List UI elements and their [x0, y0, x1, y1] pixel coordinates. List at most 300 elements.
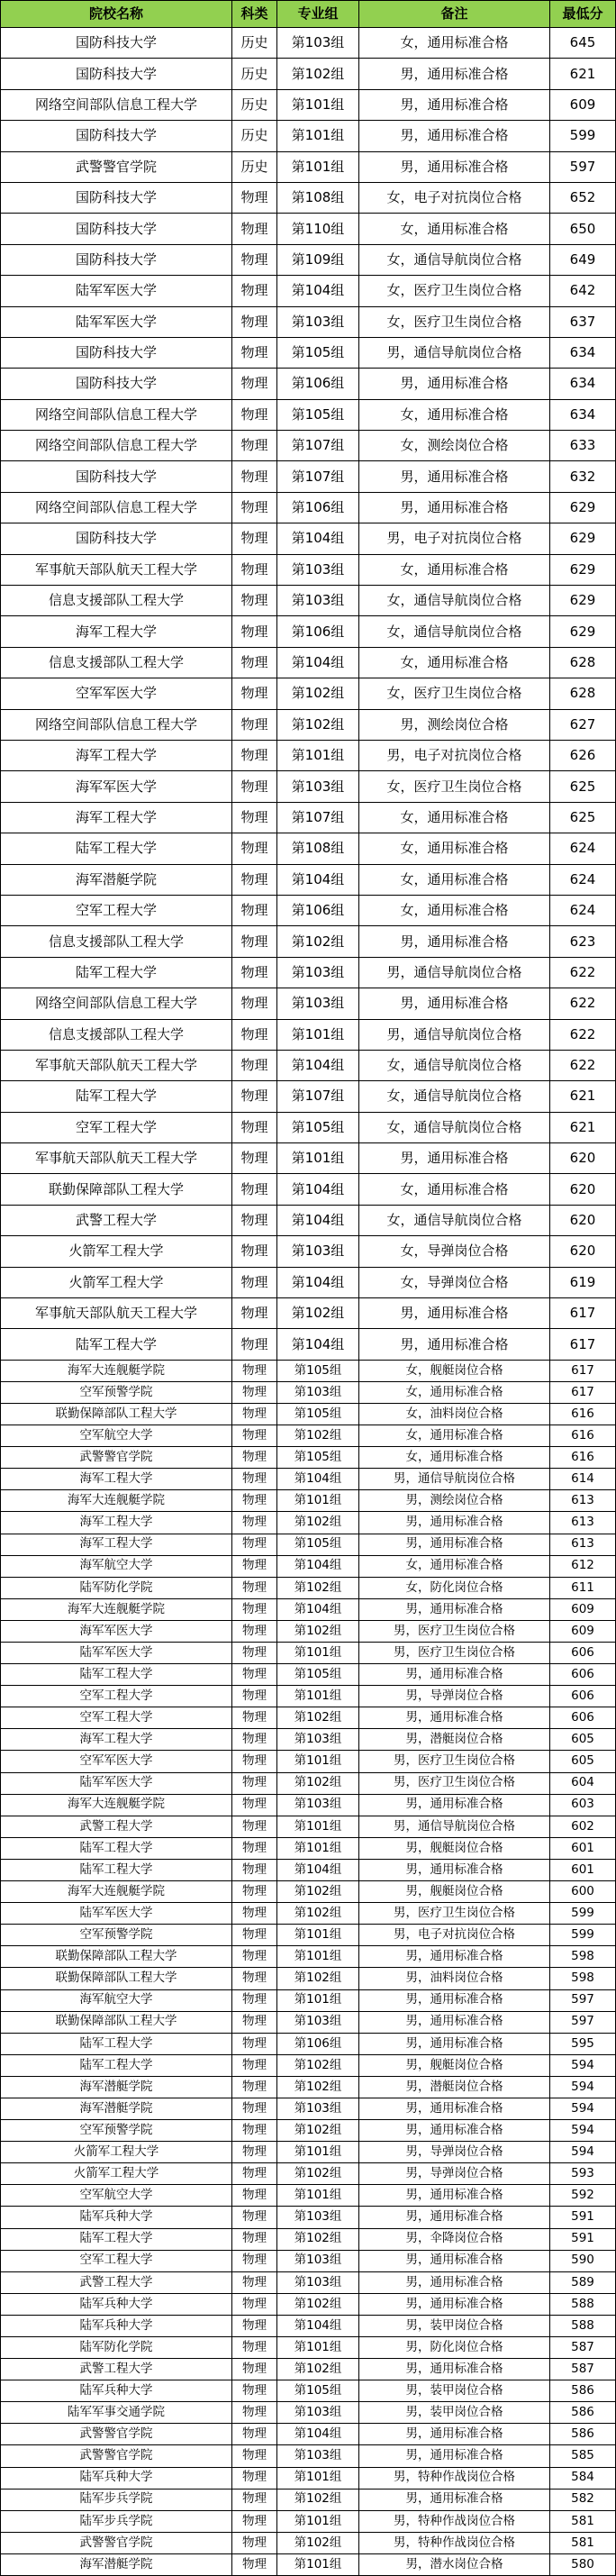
- cell-school-name: 陆军工程大学: [1, 1329, 232, 1360]
- cell-remarks: 男，特种作战岗位合格: [359, 2467, 550, 2489]
- table-row: [1, 709, 616, 740]
- cell-major-group: 第101组: [277, 1837, 359, 1859]
- table-row: [1, 1469, 616, 1490]
- cell-school-name: 国防科技大学: [1, 523, 232, 554]
- cell-school-name: 网络空间部队信息工程大学: [1, 492, 232, 523]
- cell-major-group: 第101组: [277, 89, 359, 120]
- cell-subject: 物理: [232, 2467, 277, 2489]
- table-row: [1, 2489, 616, 2510]
- cell-school-name: 空军预警学院: [1, 2120, 232, 2142]
- cell-subject: 物理: [232, 2315, 277, 2336]
- cell-min-score: 616: [550, 1447, 616, 1469]
- cell-major-group: 第103组: [277, 1236, 359, 1267]
- cell-major-group: 第105组: [277, 1664, 359, 1686]
- cell-min-score: 652: [550, 182, 616, 213]
- cell-school-name: 海军大连舰艇学院: [1, 1360, 232, 1381]
- cell-remarks: 男，通用标准合格: [359, 1143, 550, 1174]
- table-row: [1, 2337, 616, 2359]
- cell-subject: 物理: [232, 1794, 277, 1816]
- cell-subject: 历史: [232, 59, 277, 89]
- cell-remarks: 男，通用标准合格: [359, 121, 550, 151]
- cell-min-score: 590: [550, 2250, 616, 2271]
- table-row: [1, 1816, 616, 1837]
- cell-remarks: 男，医疗卫生岗位合格: [359, 1643, 550, 1664]
- cell-remarks: 女，防化岗位合格: [359, 1577, 550, 1598]
- cell-subject: 物理: [232, 926, 277, 957]
- cell-min-score: 581: [550, 2510, 616, 2532]
- cell-remarks: 女，通信导航岗位合格: [359, 1112, 550, 1142]
- table-body: [1, 28, 616, 2576]
- cell-subject: 物理: [232, 2250, 277, 2271]
- cell-school-name: 空军预警学院: [1, 1381, 232, 1403]
- cell-min-score: 588: [550, 2293, 616, 2315]
- cell-school-name: 陆军防化学院: [1, 1577, 232, 1598]
- cell-min-score: 581: [550, 2532, 616, 2553]
- cell-min-score: 594: [550, 2054, 616, 2076]
- cell-min-score: 617: [550, 1381, 616, 1403]
- cell-school-name: 网络空间部队信息工程大学: [1, 399, 232, 430]
- cell-remarks: 男，通用标准合格: [359, 926, 550, 957]
- cell-min-score: 629: [550, 492, 616, 523]
- cell-remarks: 女，导弹岗位合格: [359, 1236, 550, 1267]
- cell-subject: 物理: [232, 1555, 277, 1577]
- table-row: [1, 306, 616, 337]
- cell-school-name: 国防科技大学: [1, 369, 232, 399]
- cell-remarks: 男，电子对抗岗位合格: [359, 740, 550, 770]
- cell-subject: 物理: [232, 1267, 277, 1297]
- cell-remarks: 女，医疗卫生岗位合格: [359, 276, 550, 306]
- cell-subject: 物理: [232, 1469, 277, 1490]
- cell-subject: 物理: [232, 2185, 277, 2207]
- cell-remarks: 男，通信导航岗位合格: [359, 957, 550, 988]
- cell-remarks: 男，通用标准合格: [359, 2293, 550, 2315]
- cell-subject: 物理: [232, 2076, 277, 2098]
- cell-school-name: 海军工程大学: [1, 740, 232, 770]
- table-row: [1, 28, 616, 59]
- cell-subject: 物理: [232, 276, 277, 306]
- cell-subject: 物理: [232, 461, 277, 492]
- cell-school-name: 军事航天部队航天工程大学: [1, 1050, 232, 1080]
- cell-subject: 物理: [232, 431, 277, 461]
- cell-remarks: 男，特种作战岗位合格: [359, 2532, 550, 2553]
- cell-min-score: 606: [550, 1643, 616, 1664]
- table-row: [1, 1050, 616, 1080]
- cell-min-score: 629: [550, 523, 616, 554]
- cell-major-group: 第102组: [277, 2532, 359, 2553]
- header-remarks: 备注: [359, 1, 550, 28]
- cell-major-group: 第103组: [277, 1729, 359, 1751]
- table-row: [1, 802, 616, 833]
- cell-remarks: 男，潜艇岗位合格: [359, 1729, 550, 1751]
- table-row: [1, 2532, 616, 2553]
- cell-major-group: 第101组: [277, 1946, 359, 1968]
- cell-min-score: 627: [550, 709, 616, 740]
- cell-school-name: 军事航天部队航天工程大学: [1, 554, 232, 585]
- cell-min-score: 622: [550, 1019, 616, 1050]
- cell-major-group: 第102组: [277, 2076, 359, 2098]
- cell-school-name: 空军军医大学: [1, 678, 232, 709]
- cell-major-group: 第106组: [277, 369, 359, 399]
- cell-major-group: 第106组: [277, 492, 359, 523]
- cell-school-name: 陆军军医大学: [1, 306, 232, 337]
- table-row: [1, 1298, 616, 1329]
- cell-school-name: 火箭军工程大学: [1, 2142, 232, 2163]
- table-row: [1, 2033, 616, 2054]
- table-row: [1, 647, 616, 678]
- cell-subject: 物理: [232, 2445, 277, 2467]
- table-row: [1, 2185, 616, 2207]
- cell-major-group: 第103组: [277, 1381, 359, 1403]
- table-row: [1, 1236, 616, 1267]
- cell-major-group: 第105组: [277, 337, 359, 368]
- cell-remarks: 男，通用标准合格: [359, 2098, 550, 2119]
- cell-min-score: 586: [550, 2402, 616, 2424]
- cell-major-group: 第103组: [277, 2098, 359, 2119]
- cell-remarks: 男，通用标准合格: [359, 492, 550, 523]
- cell-school-name: 空军工程大学: [1, 1707, 232, 1729]
- cell-major-group: 第101组: [277, 740, 359, 770]
- cell-min-score: 601: [550, 1859, 616, 1880]
- cell-subject: 物理: [232, 2553, 277, 2575]
- cell-remarks: 女，舰艇岗位合格: [359, 1360, 550, 1381]
- cell-school-name: 国防科技大学: [1, 337, 232, 368]
- cell-remarks: 男，通用标准合格: [359, 1512, 550, 1534]
- cell-school-name: 陆军步兵学院: [1, 2489, 232, 2510]
- cell-school-name: 国防科技大学: [1, 121, 232, 151]
- table-row: [1, 1112, 616, 1142]
- table-row: [1, 616, 616, 647]
- cell-school-name: 国防科技大学: [1, 244, 232, 275]
- cell-subject: 物理: [232, 2424, 277, 2445]
- cell-subject: 物理: [232, 244, 277, 275]
- cell-major-group: 第104组: [277, 2424, 359, 2445]
- cell-remarks: 男，通用标准合格: [359, 1946, 550, 1968]
- cell-remarks: 女，通信导航岗位合格: [359, 616, 550, 647]
- cell-remarks: 女，通用标准合格: [359, 833, 550, 864]
- cell-major-group: 第106组: [277, 895, 359, 925]
- cell-min-score: 591: [550, 2228, 616, 2250]
- table-row: [1, 771, 616, 802]
- table-row: [1, 337, 616, 368]
- table-row: [1, 1729, 616, 1751]
- table-row: [1, 1577, 616, 1598]
- table-row: [1, 2011, 616, 2033]
- table-row: [1, 586, 616, 616]
- cell-major-group: 第101组: [277, 121, 359, 151]
- cell-subject: 物理: [232, 2163, 277, 2185]
- cell-min-score: 626: [550, 740, 616, 770]
- table-row: [1, 1925, 616, 1946]
- table-row: [1, 1534, 616, 1555]
- cell-school-name: 联勤保障部队工程大学: [1, 1946, 232, 1968]
- table-row: [1, 1968, 616, 1989]
- cell-subject: 物理: [232, 2337, 277, 2359]
- table-row: [1, 1205, 616, 1235]
- cell-school-name: 武警警官学院: [1, 1447, 232, 1469]
- cell-remarks: 男，通用标准合格: [359, 2445, 550, 2467]
- cell-min-score: 595: [550, 2033, 616, 2054]
- cell-min-score: 580: [550, 2553, 616, 2575]
- cell-school-name: 国防科技大学: [1, 59, 232, 89]
- cell-major-group: 第105组: [277, 1447, 359, 1469]
- cell-remarks: 男，通用标准合格: [359, 1794, 550, 1816]
- cell-min-score: 623: [550, 926, 616, 957]
- cell-min-score: 645: [550, 28, 616, 59]
- cell-school-name: 武警工程大学: [1, 1816, 232, 1837]
- cell-remarks: 男，通用标准合格: [359, 89, 550, 120]
- cell-major-group: 第104组: [277, 1555, 359, 1577]
- table-row: [1, 1686, 616, 1707]
- cell-school-name: 武警工程大学: [1, 1205, 232, 1235]
- cell-remarks: 女，通信导航岗位合格: [359, 586, 550, 616]
- cell-min-score: 617: [550, 1329, 616, 1360]
- cell-subject: 物理: [232, 1425, 277, 1447]
- cell-major-group: 第107组: [277, 431, 359, 461]
- table-row: [1, 864, 616, 895]
- cell-subject: 物理: [232, 1205, 277, 1235]
- table-row: [1, 523, 616, 554]
- cell-remarks: 女，通信导航岗位合格: [359, 1081, 550, 1112]
- cell-min-score: 622: [550, 957, 616, 988]
- cell-remarks: 女，通用标准合格: [359, 1381, 550, 1403]
- cell-remarks: 男，导弹岗位合格: [359, 2163, 550, 2185]
- cell-remarks: 男，电子对抗岗位合格: [359, 523, 550, 554]
- cell-major-group: 第102组: [277, 1772, 359, 1794]
- cell-major-group: 第104组: [277, 523, 359, 554]
- cell-subject: 物理: [232, 2054, 277, 2076]
- cell-min-score: 613: [550, 1534, 616, 1555]
- cell-min-score: 625: [550, 771, 616, 802]
- cell-subject: 物理: [232, 771, 277, 802]
- cell-subject: 物理: [232, 802, 277, 833]
- cell-subject: 物理: [232, 2207, 277, 2228]
- table-row: [1, 1598, 616, 1620]
- cell-remarks: 男，通信导航岗位合格: [359, 1469, 550, 1490]
- cell-school-name: 联勤保障部队工程大学: [1, 1968, 232, 1989]
- cell-min-score: 629: [550, 616, 616, 647]
- cell-subject: 历史: [232, 121, 277, 151]
- cell-subject: 历史: [232, 89, 277, 120]
- table-row: [1, 895, 616, 925]
- cell-subject: 物理: [232, 1112, 277, 1142]
- cell-school-name: 空军工程大学: [1, 1112, 232, 1142]
- cell-school-name: 联勤保障部队工程大学: [1, 1174, 232, 1205]
- cell-school-name: 海军航空大学: [1, 1989, 232, 2011]
- cell-major-group: 第103组: [277, 2011, 359, 2033]
- cell-remarks: 男，通用标准合格: [359, 2424, 550, 2445]
- table-row: [1, 1707, 616, 1729]
- cell-subject: 物理: [232, 988, 277, 1019]
- cell-subject: 物理: [232, 1859, 277, 1880]
- cell-school-name: 海军工程大学: [1, 1469, 232, 1490]
- table-row: [1, 2467, 616, 2489]
- cell-major-group: 第103组: [277, 586, 359, 616]
- cell-remarks: 女，通信导航岗位合格: [359, 1205, 550, 1235]
- cell-min-score: 621: [550, 59, 616, 89]
- cell-min-score: 594: [550, 2076, 616, 2098]
- cell-subject: 物理: [232, 1598, 277, 1620]
- cell-remarks: 男，舰艇岗位合格: [359, 1881, 550, 1903]
- cell-school-name: 陆军步兵学院: [1, 2510, 232, 2532]
- cell-remarks: 女，通用标准合格: [359, 1174, 550, 1205]
- cell-min-score: 613: [550, 1512, 616, 1534]
- cell-school-name: 网络空间部队信息工程大学: [1, 431, 232, 461]
- cell-subject: 物理: [232, 1837, 277, 1859]
- table-row: [1, 2098, 616, 2119]
- cell-remarks: 男，油料岗位合格: [359, 1968, 550, 1989]
- table-row: [1, 182, 616, 213]
- table-row: [1, 244, 616, 275]
- cell-subject: 物理: [232, 1881, 277, 1903]
- cell-subject: 物理: [232, 2271, 277, 2293]
- cell-remarks: 男，通用标准合格: [359, 2120, 550, 2142]
- cell-subject: 物理: [232, 1751, 277, 1772]
- cell-school-name: 武警警官学院: [1, 151, 232, 182]
- cell-subject: 物理: [232, 306, 277, 337]
- table-row: [1, 2553, 616, 2575]
- cell-major-group: 第102组: [277, 1425, 359, 1447]
- cell-remarks: 女，油料岗位合格: [359, 1403, 550, 1425]
- cell-remarks: 女，通信导航岗位合格: [359, 1050, 550, 1080]
- cell-remarks: 男，通信导航岗位合格: [359, 1019, 550, 1050]
- cell-subject: 物理: [232, 1329, 277, 1360]
- cell-subject: 物理: [232, 1577, 277, 1598]
- table-row: [1, 276, 616, 306]
- table-row: [1, 1794, 616, 1816]
- header-row: [1, 1, 616, 28]
- cell-subject: 物理: [232, 2098, 277, 2119]
- cell-major-group: 第105组: [277, 1360, 359, 1381]
- cell-min-score: 622: [550, 1050, 616, 1080]
- cell-school-name: 陆军工程大学: [1, 1859, 232, 1880]
- cell-min-score: 587: [550, 2337, 616, 2359]
- cell-subject: 物理: [232, 2380, 277, 2402]
- table-row: [1, 59, 616, 89]
- cell-remarks: 男，通用标准合格: [359, 1859, 550, 1880]
- cell-subject: 物理: [232, 1686, 277, 1707]
- cell-school-name: 陆军工程大学: [1, 2033, 232, 2054]
- cell-subject: 历史: [232, 151, 277, 182]
- cell-remarks: 女，通用标准合格: [359, 802, 550, 833]
- cell-major-group: 第102组: [277, 1881, 359, 1903]
- cell-school-name: 海军大连舰艇学院: [1, 1794, 232, 1816]
- cell-school-name: 武警工程大学: [1, 2271, 232, 2293]
- cell-remarks: 女，通信导航岗位合格: [359, 244, 550, 275]
- table-row: [1, 2293, 616, 2315]
- cell-school-name: 国防科技大学: [1, 214, 232, 244]
- cell-min-score: 598: [550, 1946, 616, 1968]
- cell-subject: 物理: [232, 647, 277, 678]
- cell-remarks: 男，通用标准合格: [359, 1707, 550, 1729]
- cell-major-group: 第102组: [277, 2359, 359, 2380]
- cell-subject: 物理: [232, 1707, 277, 1729]
- cell-min-score: 606: [550, 1686, 616, 1707]
- cell-school-name: 火箭军工程大学: [1, 1267, 232, 1297]
- cell-school-name: 国防科技大学: [1, 461, 232, 492]
- cell-major-group: 第102组: [277, 1577, 359, 1598]
- cell-min-score: 609: [550, 89, 616, 120]
- table-row: [1, 214, 616, 244]
- cell-remarks: 女，通用标准合格: [359, 895, 550, 925]
- cell-major-group: 第105组: [277, 2380, 359, 2402]
- cell-min-score: 605: [550, 1729, 616, 1751]
- cell-school-name: 信息支援部队工程大学: [1, 926, 232, 957]
- table-row: [1, 1989, 616, 2011]
- cell-min-score: 629: [550, 586, 616, 616]
- cell-remarks: 男，医疗卫生岗位合格: [359, 1751, 550, 1772]
- cell-min-score: 637: [550, 306, 616, 337]
- cell-school-name: 海军工程大学: [1, 1512, 232, 1534]
- cell-school-name: 海军工程大学: [1, 1534, 232, 1555]
- cell-min-score: 594: [550, 2142, 616, 2163]
- cell-major-group: 第103组: [277, 2445, 359, 2467]
- cell-major-group: 第102组: [277, 2489, 359, 2510]
- cell-school-name: 火箭军工程大学: [1, 2163, 232, 2185]
- cell-remarks: 男，通用标准合格: [359, 2185, 550, 2207]
- cell-min-score: 614: [550, 1469, 616, 1490]
- cell-remarks: 女，医疗卫生岗位合格: [359, 771, 550, 802]
- cell-major-group: 第103组: [277, 2402, 359, 2424]
- table-row: [1, 121, 616, 151]
- cell-remarks: 男，测绘岗位合格: [359, 709, 550, 740]
- cell-min-score: 588: [550, 2315, 616, 2336]
- table-row: [1, 1267, 616, 1297]
- cell-major-group: 第101组: [277, 2337, 359, 2359]
- table-row: [1, 1555, 616, 1577]
- cell-subject: 历史: [232, 28, 277, 59]
- cell-remarks: 男，潜水岗位合格: [359, 2553, 550, 2575]
- table-row: [1, 1751, 616, 1772]
- cell-subject: 物理: [232, 1081, 277, 1112]
- cell-school-name: 陆军军事交通学院: [1, 2402, 232, 2424]
- cell-subject: 物理: [232, 2359, 277, 2380]
- table-row: [1, 1837, 616, 1859]
- cell-min-score: 650: [550, 214, 616, 244]
- cell-min-score: 593: [550, 2163, 616, 2185]
- cell-remarks: 女，通用标准合格: [359, 399, 550, 430]
- table-row: [1, 1360, 616, 1381]
- cell-subject: 物理: [232, 1512, 277, 1534]
- cell-min-score: 620: [550, 1205, 616, 1235]
- cell-subject: 物理: [232, 2402, 277, 2424]
- cell-school-name: 信息支援部队工程大学: [1, 586, 232, 616]
- cell-school-name: 武警警官学院: [1, 2532, 232, 2553]
- cell-min-score: 606: [550, 1707, 616, 1729]
- cell-subject: 物理: [232, 2489, 277, 2510]
- cell-school-name: 陆军工程大学: [1, 833, 232, 864]
- cell-school-name: 陆军工程大学: [1, 1837, 232, 1859]
- table-row: [1, 1643, 616, 1664]
- cell-remarks: 男，装甲岗位合格: [359, 2380, 550, 2402]
- cell-subject: 物理: [232, 1925, 277, 1946]
- table-row: [1, 2359, 616, 2380]
- cell-remarks: 男，导弹岗位合格: [359, 2142, 550, 2163]
- cell-subject: 物理: [232, 1490, 277, 1512]
- cell-major-group: 第104组: [277, 1174, 359, 1205]
- cell-min-score: 606: [550, 1664, 616, 1686]
- table-row: [1, 461, 616, 492]
- table-row: [1, 1620, 616, 1642]
- cell-subject: 物理: [232, 2293, 277, 2315]
- cell-min-score: 604: [550, 1772, 616, 1794]
- cell-subject: 物理: [232, 957, 277, 988]
- cell-major-group: 第102组: [277, 1512, 359, 1534]
- cell-school-name: 海军航空大学: [1, 1555, 232, 1577]
- cell-school-name: 海军潜艇学院: [1, 2553, 232, 2575]
- cell-major-group: 第110组: [277, 214, 359, 244]
- cell-min-score: 585: [550, 2445, 616, 2467]
- cell-school-name: 海军潜艇学院: [1, 2076, 232, 2098]
